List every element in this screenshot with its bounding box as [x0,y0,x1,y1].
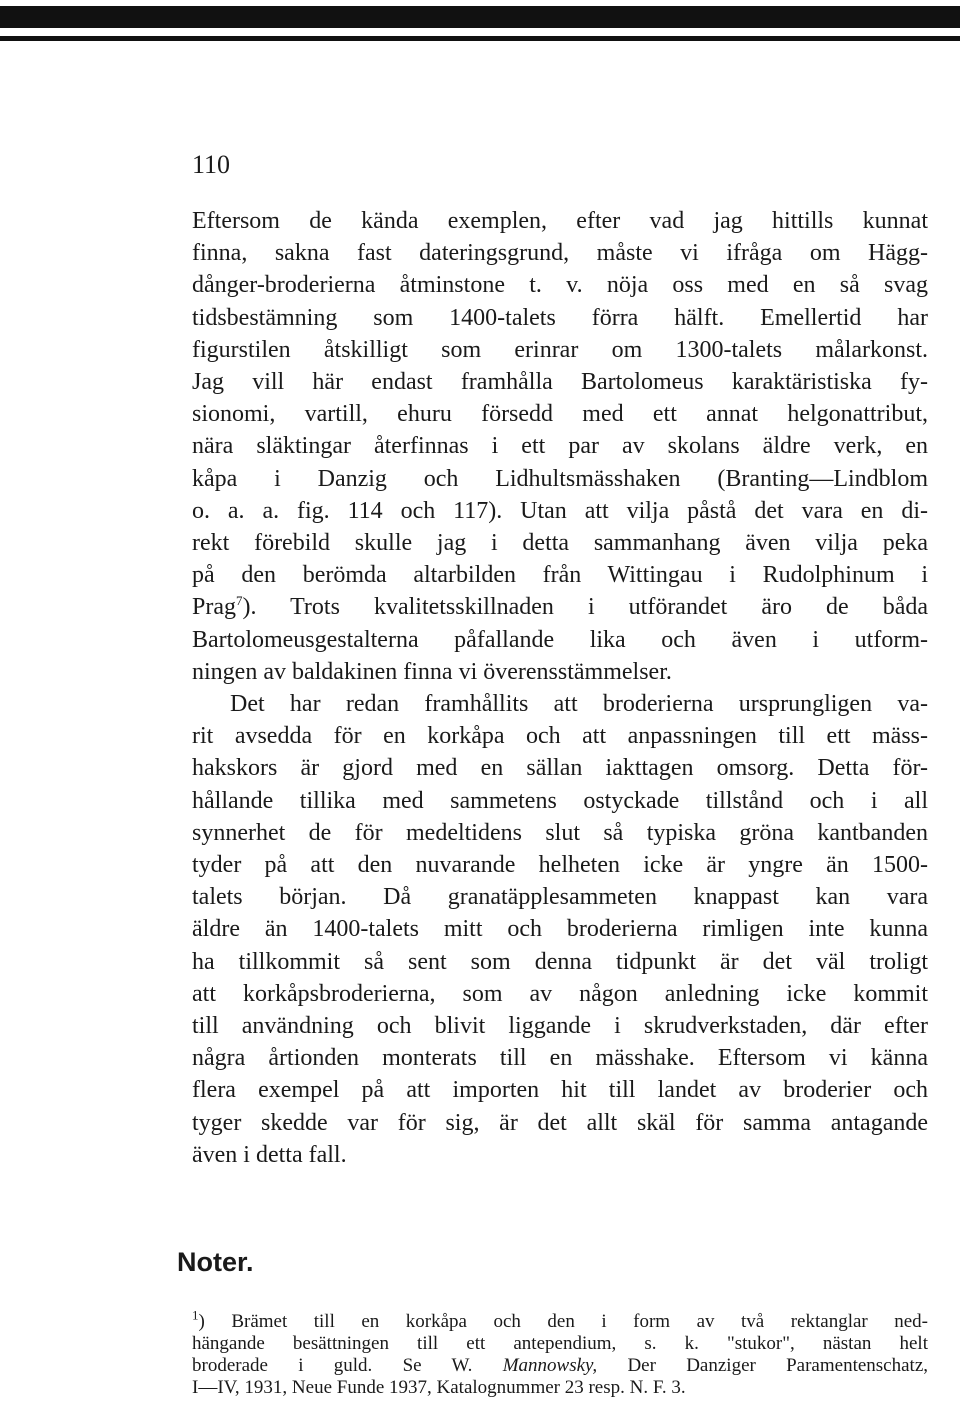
body-line: dånger-broderierna åtminstone t. v. nöja oss med en så svag [192,272,928,299]
body-line: Det har redan framhållits att broderierna ursprungligen va- [230,691,928,718]
body-line: figurstilen åtskilligt som erinrar om 1300-talets målarkonst. [192,336,928,363]
body-line: finna, sakna fast dateringsgrund, måste vi ifråga om Hägg- [192,240,928,267]
footnote-marker: 1 [192,1307,199,1323]
body-line: sionomi, vartill, ehuru försedd med ett annat helgonattribut, [192,401,928,428]
footnote-text: broderade i guld. Se W. [192,1355,503,1376]
body-line: äldre än 1400-talets mitt och broderierna rimligen inte kunna [192,916,928,943]
body-line: o. a. a. fig. 114 och 117). Utan att vilja påstå det vara en di- [192,497,928,524]
body-line: kåpa i Danzig och Lidhultsmässhaken (Branting—Lindblom [192,465,928,492]
body-line: tidsbestämning som 1400-talets förra hälft. Emellertid har [192,304,928,331]
body-line: till användning och blivit liggande i skrudverkstaden, där efter [192,1013,928,1040]
body-line: talets början. Då granatäpplesammeten knappast kan vara [192,884,928,911]
body-line: synnerhet de för medeltidens slut så typiska gröna kantbanden [192,819,928,846]
body-line: även i detta fall. [192,1141,347,1168]
body-text [192,205,928,1171]
note-reference: 7 [236,593,243,609]
body-line: på den berömda altarbilden från Wittingau i Rudolphinum i [192,562,928,589]
body-line: att korkåpsbroderierna, som av någon anledning icke kommit [192,980,928,1007]
footnote-author: Mannowsky, [502,1355,598,1376]
footnote-line [192,1355,928,1377]
body-line: rit avsedda för en korkåpa och att anpassningen till ett mäss- [192,723,928,750]
body-line: Bartolomeusgestalterna påfallande lika och även i utform- [192,626,928,653]
footnote-line: I—IV, 1931, Neue Funde 1937, Katalognummer 23 resp. N. F. 3. [192,1377,686,1398]
top-border-thick [0,6,960,28]
page-number: 110 [192,150,231,179]
body-line-rest: ). Trots kvalitetsskillnaden i utförandet äro de båda [242,594,928,621]
body-line: tyger skedde var för sig, är det allt skäl för samma antagande [192,1109,928,1136]
body-line: hakskors är gjord med en sällan iakttagen omsorg. Detta för- [192,755,928,782]
footnote-text: Der Danziger Paramentenschatz, [597,1355,929,1376]
body-line: rekt förebild skulle jag i detta sammanhang även vilja peka [192,530,928,557]
body-line [192,591,928,623]
body-line: ningen av baldakinen finna vi överensstämmelser. [192,658,672,685]
body-line: några årtionden monterats till en mässhake. Eftersom vi känna [192,1045,928,1072]
body-line: hållande tillika med sammetens ostyckade tillstånd och i all [192,787,928,814]
body-line-start: Prag [192,594,236,621]
body-line: Eftersom de kända exemplen, efter vad jag hittills kunnat [192,208,928,234]
notes-heading: Noter. [177,1247,254,1277]
footnote-line [192,1307,928,1333]
body-line: Jag vill här endast framhålla Bartolomeus karaktäristiska fy- [192,369,928,396]
top-border-thin [0,36,960,41]
body-line: tyder på att den nuvarande helheten icke är yngre än 1500- [192,852,928,879]
footnote [192,1307,929,1399]
footnote-text: ) Brämet till en korkåpa och den i form av två rektanglar ned- [198,1311,928,1332]
body-line: ha tillkommit så sent som denna tidpunkt är det väl troligt [192,948,928,975]
body-line: nära släktingar återfinnas i ett par av skolans äldre verk, en [192,433,928,460]
footnote-line: hängande besättningen till ett antependium, s. k. "stukor", nästan helt [192,1333,928,1354]
body-line: flera exempel på att importen hit till landet av broderier och [192,1077,928,1104]
